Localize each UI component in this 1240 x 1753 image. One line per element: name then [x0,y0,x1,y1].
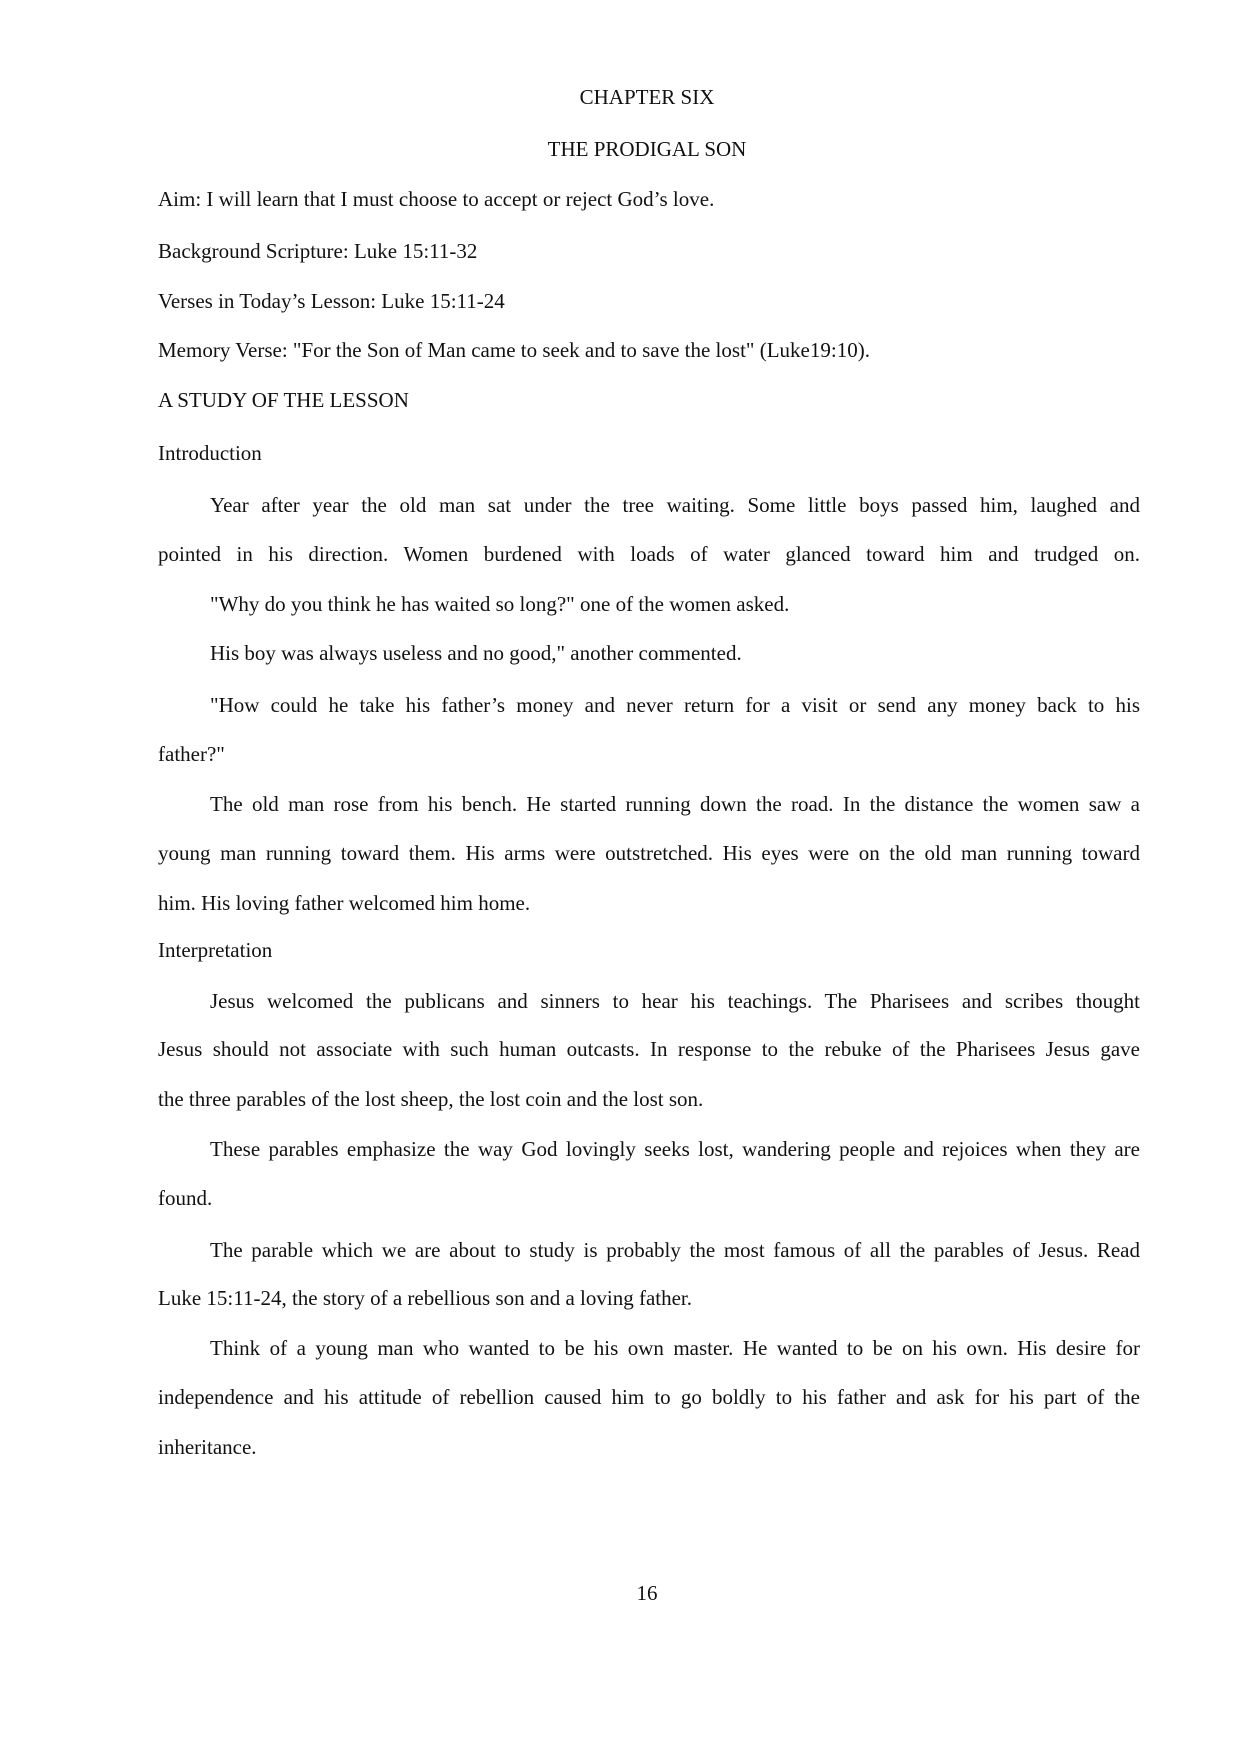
text-line: the three parables of the lost sheep, the lost coin and the lost son. [158,1087,704,1111]
study-heading: A STUDY OF THE LESSON [158,388,409,412]
text-line: independence and his attitude of rebellion caused him to go boldly to his father and ask for his part of the [158,1385,1140,1409]
text-line: father?" [158,742,225,766]
text-line: Think of a young man who wanted to be his own master. He wanted to be on his own. His desire for [210,1336,1140,1360]
text-line: young man running toward them. His arms were outstretched. His eyes were on the old man running toward [158,841,1140,865]
text-line: Jesus should not associate with such human outcasts. In response to the rebuke of the Pharisees Jesus gave [158,1037,1140,1061]
text-line: Jesus welcomed the publicans and sinners to hear his teachings. The Pharisees and scribes thought [210,989,1140,1013]
memory-verse: Memory Verse: "For the Son of Man came to seek and to save the lost" (Luke19:10). [158,338,870,362]
lesson-title: THE PRODIGAL SON [547,137,747,161]
chapter-heading: CHAPTER SIX [579,85,715,109]
text-line: inheritance. [158,1435,257,1459]
text-line: Luke 15:11-24, the story of a rebellious son and a loving father. [158,1286,693,1310]
text-line: found. [158,1186,213,1210]
text-line: "How could he take his father’s money and never return for a visit or send any money back to his [210,693,1140,717]
introduction-heading: Introduction [158,441,262,465]
text-line: The old man rose from his bench. He started running down the road. In the distance the women saw a [210,792,1140,816]
aim: Aim: I will learn that I must choose to accept or reject God’s love. [158,187,715,211]
text-line: "Why do you think he has waited so long?" one of the women asked. [210,592,790,616]
background-scripture: Background Scripture: Luke 15:11-32 [158,239,478,263]
text-line: him. His loving father welcomed him home. [158,891,531,915]
text-line: His boy was always useless and no good," another commented. [210,641,742,665]
interpretation-heading: Interpretation [158,938,273,962]
verses-in-lesson: Verses in Today’s Lesson: Luke 15:11-24 [158,289,505,313]
page-number: 16 [636,1581,658,1605]
text-line: pointed in his direction. Women burdened with loads of water glanced toward him and trudged on. [158,542,1140,566]
text-line: These parables emphasize the way God lovingly seeks lost, wandering people and rejoices when they are [210,1137,1140,1161]
text-line: The parable which we are about to study is probably the most famous of all the parables of Jesus. Read [210,1238,1140,1262]
text-line: Year after year the old man sat under the tree waiting. Some little boys passed him, laughed and [210,493,1140,517]
